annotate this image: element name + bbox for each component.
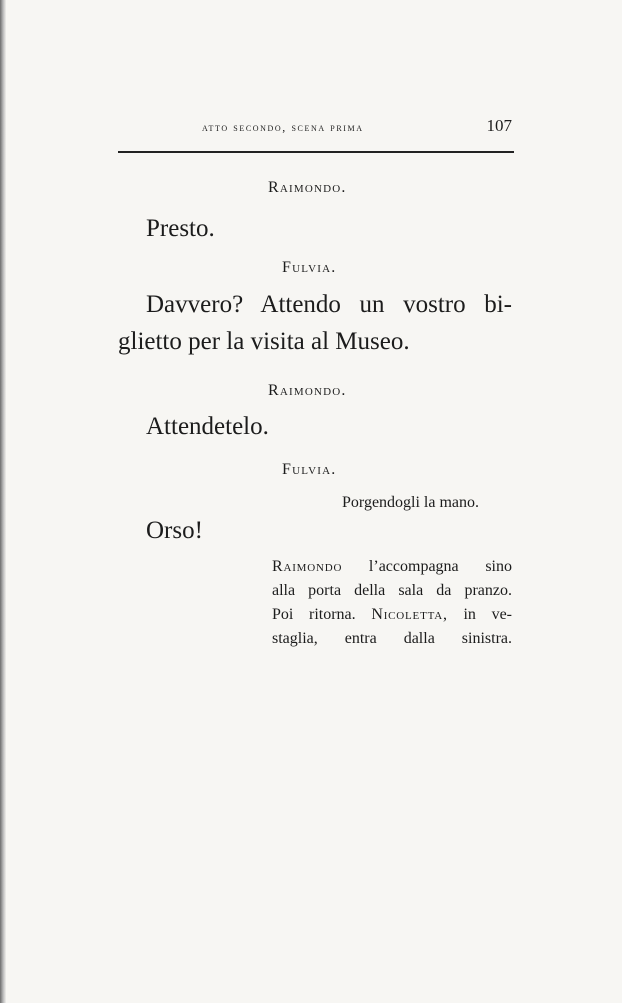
speaker-fulvia: Fulvia. (282, 461, 337, 478)
stage-direction-text: l’accompagna sino (368, 558, 512, 575)
running-head: atto secondo, scena prima (202, 120, 364, 134)
stage-direction-block (272, 558, 512, 654)
stage-direction-text: staglia, entra dalla sinistra. (272, 630, 512, 647)
stage-direction-text: Poi ritorna. (272, 606, 356, 623)
character-name: Nicoletta, (371, 606, 448, 623)
page-number: 107 (486, 116, 512, 135)
page-edge (0, 0, 6, 1003)
stage-direction-text: in ve- (463, 606, 513, 623)
stage-direction-text: alla porta della sala da pranzo. (272, 582, 512, 599)
speech-line: Davvero? Attendo un vostro bi- (146, 291, 512, 318)
stage-direction-inline: Porgendogli la mano. (342, 494, 480, 511)
speech-line: Attendetelo. (146, 413, 269, 440)
page-header (118, 116, 514, 140)
stage-direction-line (272, 606, 512, 630)
header-rule (118, 151, 514, 153)
character-name: Raimondo (272, 558, 343, 575)
stage-direction-line (272, 558, 512, 582)
speech-line: glietto per la visita al Museo. (118, 328, 410, 355)
speaker-raimondo: Raimondo. (268, 179, 347, 196)
speech-line: Orso! (146, 517, 203, 544)
speaker-raimondo: Raimondo. (268, 382, 347, 399)
speaker-fulvia: Fulvia. (282, 259, 337, 276)
speech-line: Presto. (146, 215, 215, 242)
stage-direction-line (272, 630, 512, 654)
stage-direction-line (272, 582, 512, 606)
